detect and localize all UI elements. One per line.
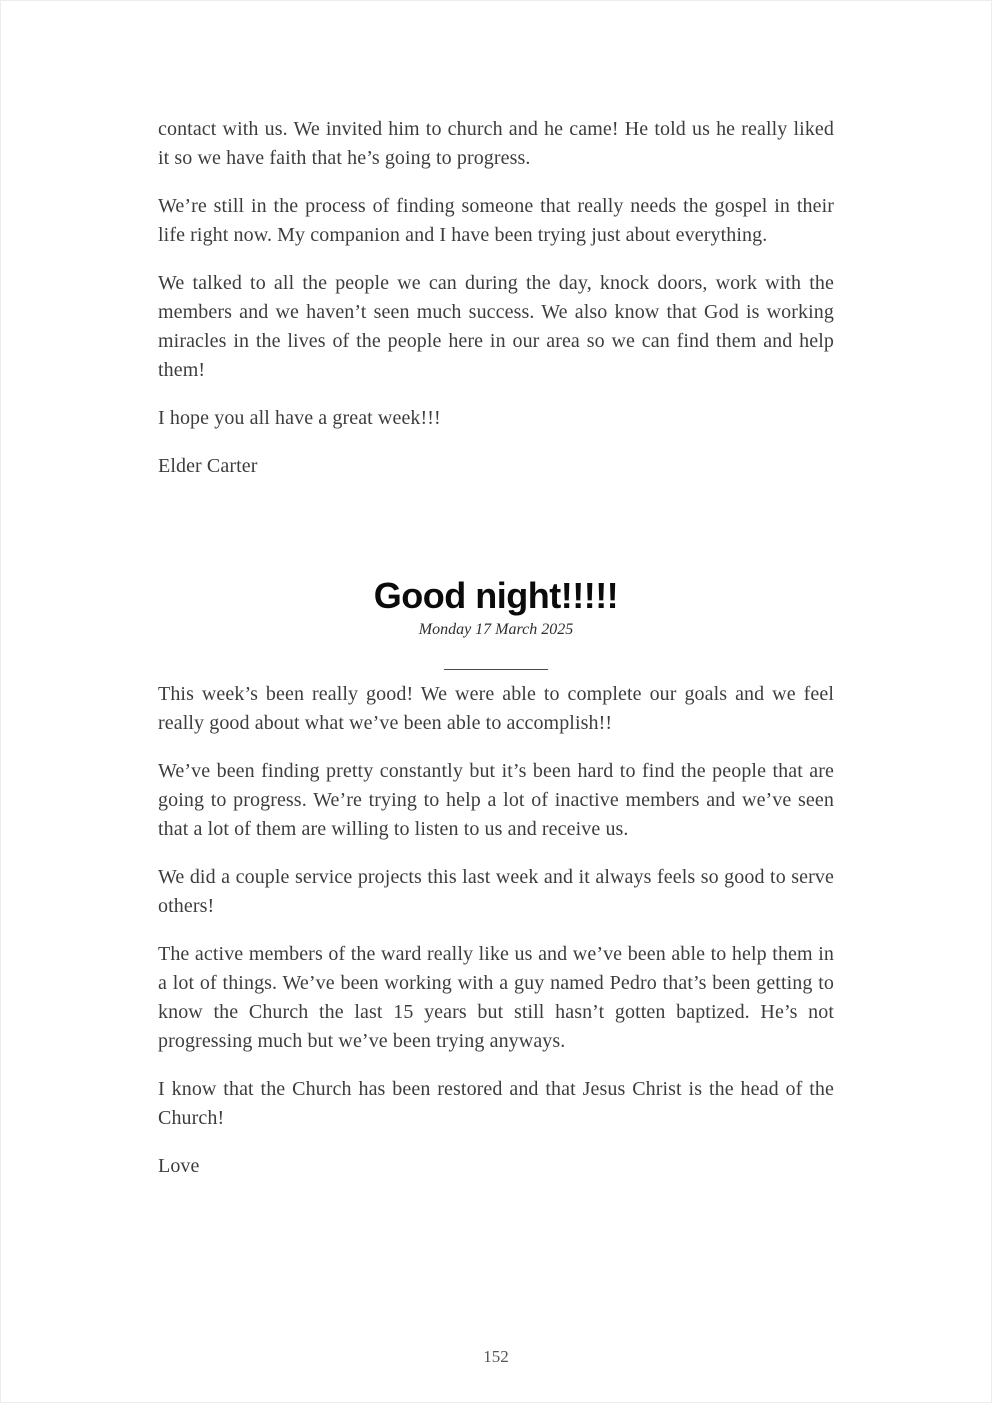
entry-closing: Love [158,1155,200,1177]
paragraph: We’ve been finding pretty constantly but it’s been hard to find the people that are going to progress. We’re trying to help a lot of inactive members and we’ve seen that a lot of them are willing to listen to us and receive us. [158,760,834,840]
paragraph: I know that the Church has been restored and that Jesus Christ is the head of the Church! [158,1078,834,1129]
entry-good-night [158,574,834,1181]
section-divider: _____________ [444,655,548,672]
paragraph: This week’s been really good! We were able to complete our goals and we feel really good about what we’ve been able to accomplish!! [158,683,834,734]
paragraph: I hope you all have a great week!!! [158,407,441,429]
entry-signature: Elder Carter [158,455,258,477]
entry-date: Monday 17 March 2025 [418,621,574,638]
paragraph: We’re still in the process of finding someone that really needs the gospel in their life right now. My companion and I have been trying just about everything. [158,195,834,246]
paragraph: We talked to all the people we can during the day, knock doors, work with the members and we haven’t seen much success. We also know that God is working miracles in the lives of the people here in our area so we can find them and help them! [158,272,834,381]
entry-body [158,680,834,1181]
previous-entry-continuation [158,115,834,481]
paragraph: contact with us. We invited him to church and he came! He told us he really liked it so we have faith that he’s going to progress. [158,118,834,169]
entry-title: Good night!!!!! [373,575,619,616]
paragraph: We did a couple service projects this last week and it always feels so good to serve others! [158,866,834,917]
entry-header [158,574,834,640]
paragraph: The active members of the ward really like us and we’ve been able to help them in a lot of things. We’ve been working with a guy named Pedro that’s been getting to know the Church the last 15 years but still hasn’t gotten baptized. He’s not progressing much but we’ve been trying anyways. [158,943,834,1052]
page-number: 152 [483,1347,509,1366]
page-footer [0,1347,992,1367]
